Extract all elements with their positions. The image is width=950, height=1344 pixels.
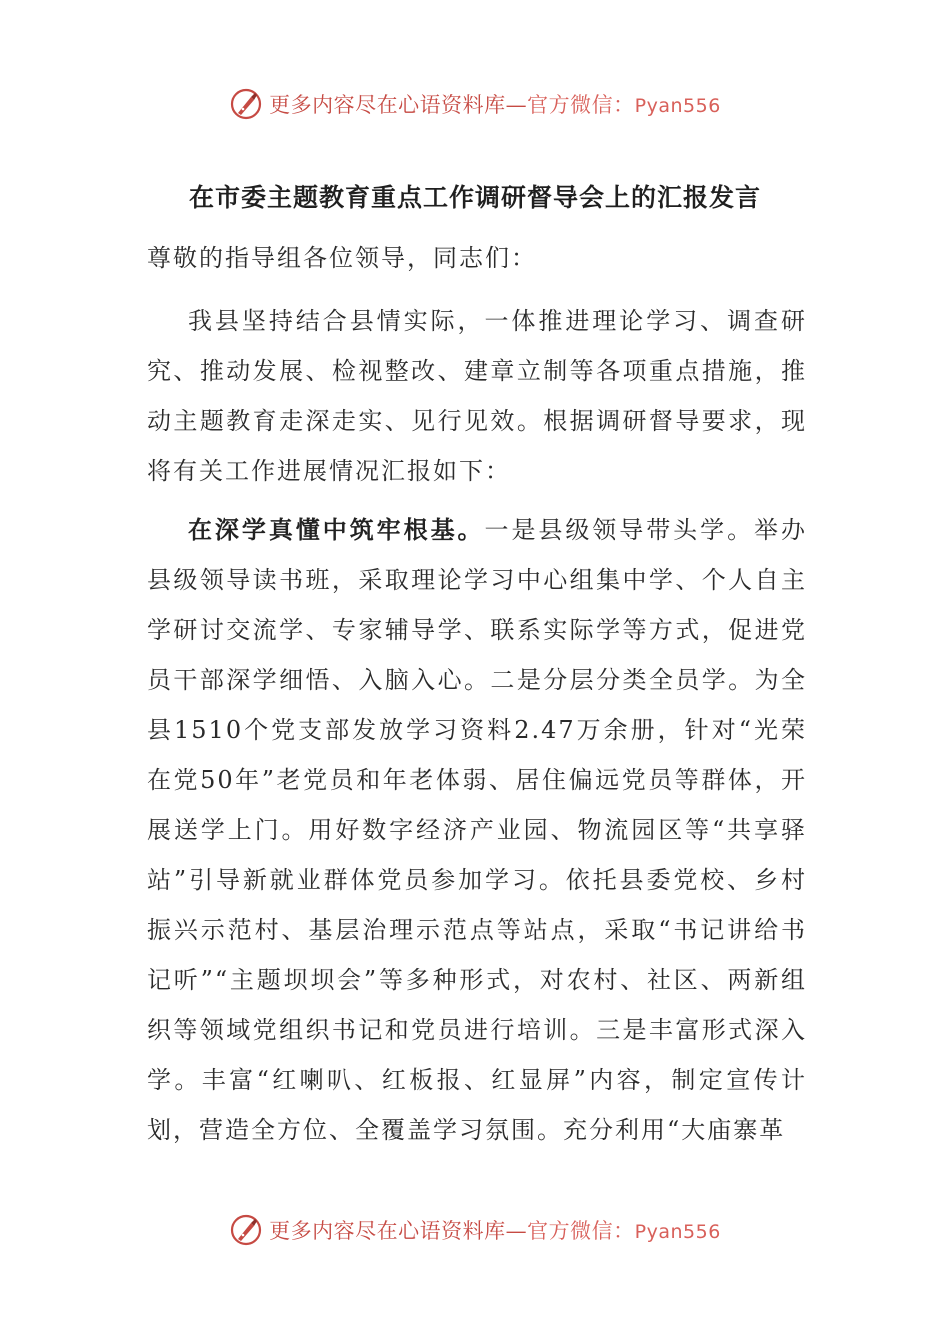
banner-wechat-label: 官方微信： bbox=[527, 1219, 635, 1243]
paragraph-text: 一是县级领导带头学。举办县级领导读书班，采取理论学习中心组集中学、个人自主学研讨交流学、专家辅导学、联系实际学等方式，促进党员干部深学细悟、入脑入心。二是分层分类全员学。为全县1510个党支部发放学习资料2.47万余册，针对“光荣在党50年”老党员和年老体弱、居住偏远党员等群体，开展送学上门。用好数字经济产业园、物流园区等“共享驿站”引导新就业群体党员参加学习。依托县委党校、乡村振兴示范村、基层治理示范点等站点，采取“书记讲给书记听”“主题坝坝会”等多种形式，对农村、社区、两新组织等领域党组织书记和党员进行培训。三是丰富形式深入学。丰富“红喇叭、红板报、红显屏”内容，制定宣传计划，营造全方位、全覆盖学习氛围。充分利用“大庙寨革 bbox=[147, 516, 808, 1144]
pen-nib-logo-icon bbox=[229, 1213, 263, 1247]
header-banner bbox=[0, 84, 950, 124]
banner-text bbox=[269, 1215, 721, 1245]
salutation: 尊敬的指导组各位领导，同志们： bbox=[147, 244, 537, 272]
document-title: 在市委主题教育重点工作调研督导会上的汇报发言 bbox=[188, 183, 761, 212]
banner-wechat-id: Pyan556 bbox=[634, 1221, 721, 1243]
banner-separator: — bbox=[505, 93, 528, 117]
banner-separator: — bbox=[505, 1219, 528, 1243]
banner-site-text: 更多内容尽在心语资料库 bbox=[269, 1219, 506, 1243]
pen-nib-logo-icon bbox=[229, 87, 263, 121]
banner-text bbox=[269, 89, 721, 119]
paragraph-study bbox=[147, 505, 807, 1155]
paragraph-lead-heading: 在深学真懂中筑牢根基。 bbox=[187, 515, 485, 544]
banner-wechat-label: 官方微信： bbox=[527, 93, 635, 117]
paragraph-text: 我县坚持结合县情实际，一体推进理论学习、调查研究、推动发展、检视整改、建章立制等各项重点措施，推动主题教育走深走实、见行见效。根据调研督导要求，现将有关工作进展情况汇报如下： bbox=[147, 307, 807, 485]
banner-wechat-id: Pyan556 bbox=[634, 95, 721, 117]
banner-site-text: 更多内容尽在心语资料库 bbox=[269, 93, 506, 117]
paragraph-intro bbox=[147, 296, 807, 496]
footer-banner bbox=[0, 1210, 950, 1250]
